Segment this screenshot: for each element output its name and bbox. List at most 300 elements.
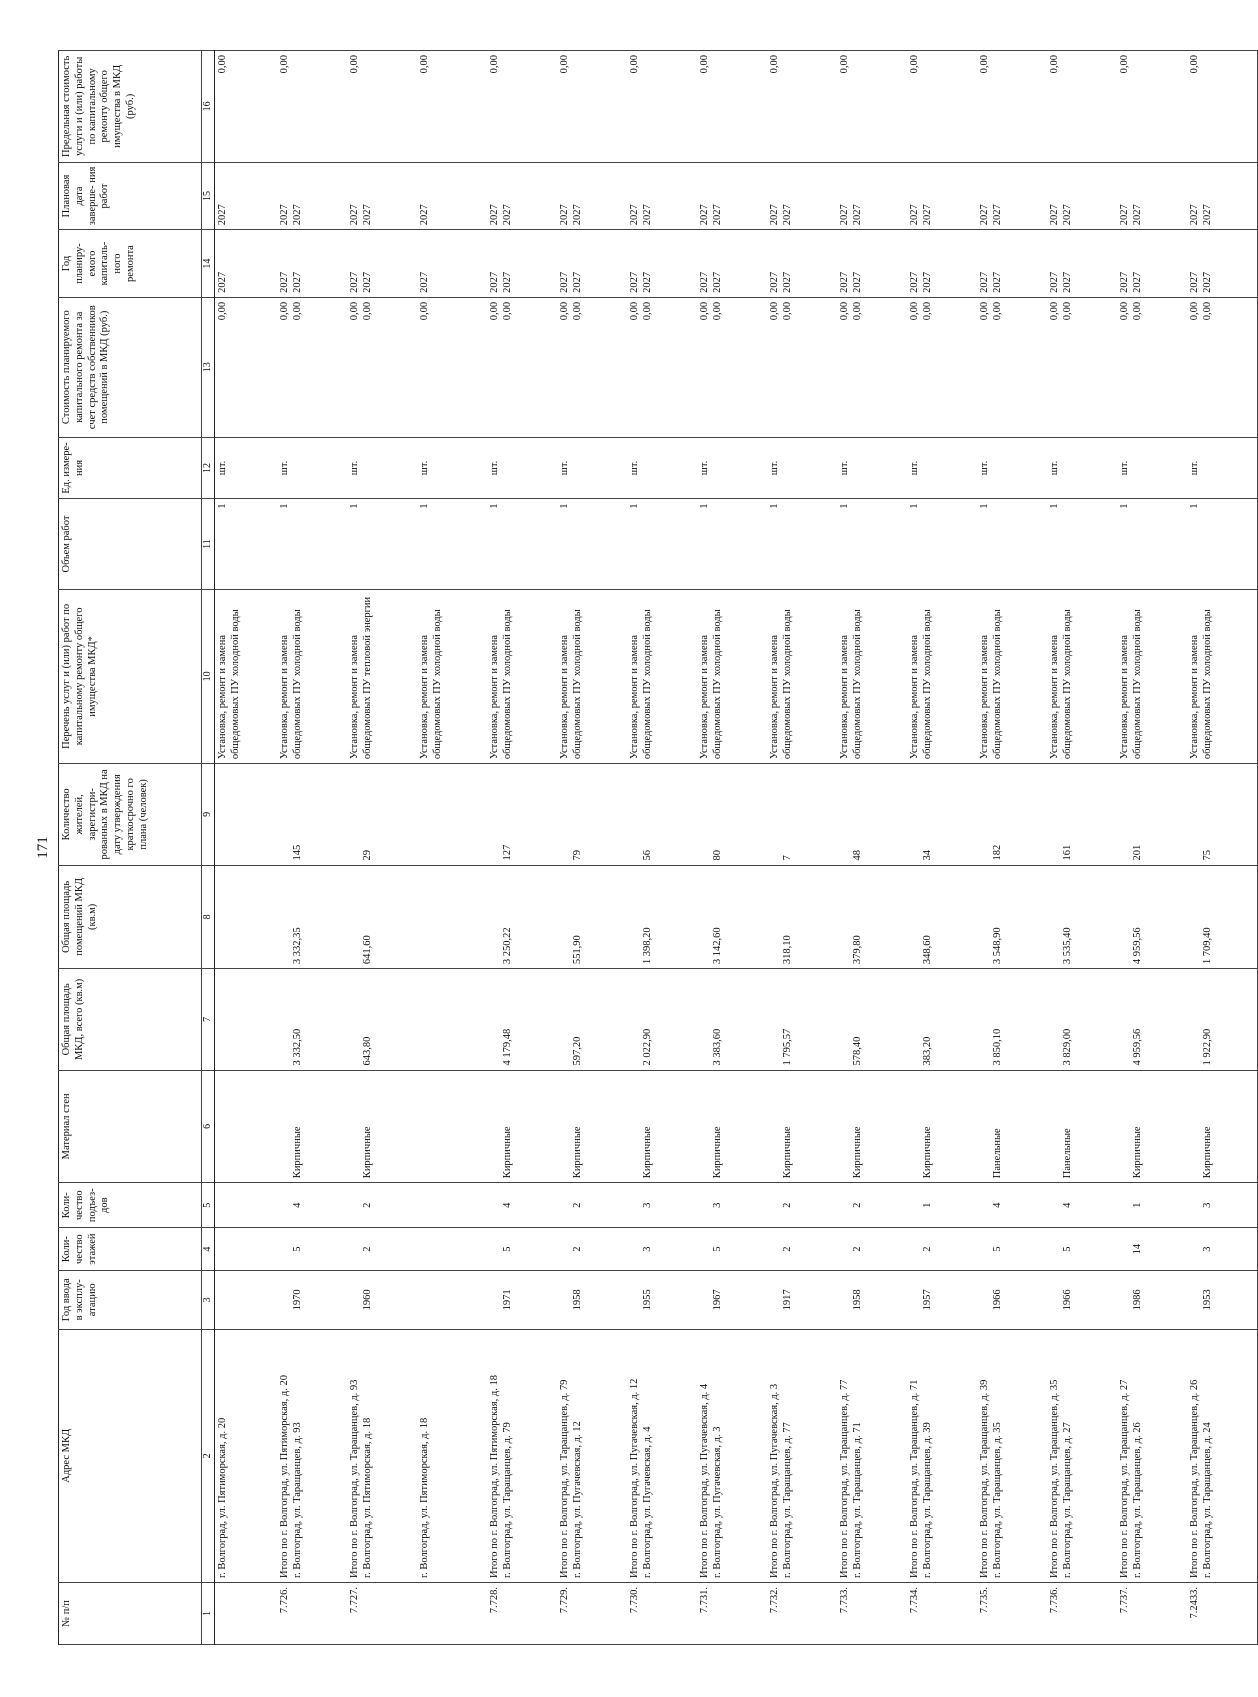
residents-cell-value: 7: [782, 855, 794, 861]
residents-cell: [557, 764, 627, 865]
work-list-cell: [767, 589, 837, 764]
total-area-cell-value: 4 179,48: [502, 1028, 514, 1066]
spacer: [909, 973, 922, 1065]
entrances-cell: [837, 1183, 907, 1228]
premises-area-cell-value: 379,80: [852, 935, 864, 965]
completion-date-cell: [1187, 162, 1258, 230]
address-cell-line: Итого по г. Волгоград, ул. Пугачевская, д. 3: [769, 1383, 781, 1579]
year-built-cell-value: 1970: [292, 1289, 304, 1311]
entrances-cell-value: [419, 1187, 432, 1223]
total-area-cell-value: 3 332,50: [292, 1028, 304, 1066]
spacer: [1119, 768, 1132, 860]
premises-area-cell-value: [217, 870, 230, 965]
year-built-cell: [767, 1271, 837, 1330]
year-built-cell: [837, 1271, 907, 1330]
work-list-cell: [697, 589, 767, 764]
total-area-cell-value: 578,40: [852, 1036, 864, 1066]
completion-date-cell-line: 2027: [292, 204, 304, 226]
year-built-cell-value: 1966: [992, 1289, 1004, 1311]
address-cell-line: Итого по г. Волгоград, ул. Таращанцев, д. 77: [839, 1379, 851, 1579]
completion-date-cell: [627, 162, 697, 230]
address-cell-line: г. Волгоград, ул. Таращанцев, д. 24: [1202, 1422, 1214, 1579]
residents-cell-value: 201: [1132, 844, 1144, 861]
year-built-cell-value: 1917: [782, 1289, 794, 1311]
work-volume-cell-value: 1: [1049, 503, 1061, 509]
residents-cell: [767, 764, 837, 865]
spacer: [279, 1232, 292, 1266]
work-list-cell: [487, 589, 557, 764]
address-cell: [907, 1329, 977, 1582]
premises-area-cell-value: 1 709,40: [1202, 927, 1214, 965]
planned-year-cell-line: 2027: [1132, 271, 1144, 293]
completion-date-cell-line: 2027: [699, 204, 711, 226]
spacer: [349, 1275, 362, 1325]
completion-date-cell: [977, 162, 1047, 230]
unit-cell-value: шт.: [699, 460, 711, 476]
spacer: [279, 973, 292, 1065]
spacer: [489, 1075, 502, 1179]
row-number-value: 7.728.: [489, 1587, 501, 1614]
address-cell-line: г. Волгоград, ул. Таращанцев, д. 93: [292, 1422, 304, 1579]
row-number: [907, 1583, 977, 1645]
spacer: [699, 1075, 712, 1179]
total-area-cell: [697, 969, 767, 1070]
planned-year-cell-line: 2027: [922, 271, 934, 293]
row-number: [347, 1583, 417, 1645]
address-cell-line: Итого по г. Волгоград, ул. Таращанцев, д. 93: [349, 1379, 361, 1579]
planned-year-cell: [215, 230, 278, 298]
work-volume-cell: [627, 499, 697, 589]
work-list-cell-value: Установка, ремонт и замена общедомовых ПУ холодной воды: [769, 609, 793, 760]
spacer: [769, 973, 782, 1065]
year-built-cell: [697, 1271, 767, 1330]
completion-date-cell-line: 2027: [1189, 204, 1201, 226]
cost-limit-cell: [977, 51, 1047, 163]
residents-cell-value: 56: [642, 850, 654, 861]
spacer: [349, 973, 362, 1065]
completion-date-cell-line: 2027: [1119, 204, 1131, 226]
completion-date-cell-line: 2027: [769, 204, 781, 226]
column-header-1: № п/п: [59, 1583, 202, 1645]
completion-date-cell-line: 2027: [979, 204, 991, 226]
total-area-cell-value: 1 922,90: [1202, 1028, 1214, 1066]
premises-area-cell: [1117, 865, 1187, 969]
residents-cell: [417, 764, 487, 865]
spacer: [769, 1075, 782, 1179]
row-number-value: 7.729.: [559, 1587, 571, 1614]
unit-cell-value: шт.: [559, 460, 571, 476]
completion-date-cell-line: 2027: [909, 204, 921, 226]
row-number-value: 7.727.: [349, 1587, 361, 1614]
planned-year-cell: [277, 230, 347, 298]
capital-repair-table: [58, 50, 1258, 1645]
unit-cell: [215, 437, 278, 499]
work-volume-cell: [1047, 499, 1117, 589]
premises-area-cell: [977, 865, 1047, 969]
address-cell-line: г. Волгоград, ул. Таращанцев, д. 27: [1062, 1422, 1074, 1579]
work-volume-cell-value: 1: [489, 503, 501, 509]
owner-cost-cell: [215, 297, 278, 437]
spacer: [699, 973, 712, 1065]
unit-cell: [767, 437, 837, 499]
premises-area-cell: [417, 865, 487, 969]
owner-cost-cell-line: 0,00: [1119, 301, 1131, 321]
total-area-cell-value: 3 383,60: [712, 1028, 724, 1066]
floors-cell-value: 14: [1132, 1243, 1144, 1255]
spacer: [699, 1232, 712, 1266]
row-number: [417, 1583, 487, 1645]
year-built-cell-value: 1953: [1202, 1289, 1214, 1311]
planned-year-cell-line: 2027: [979, 271, 991, 293]
owner-cost-cell-line: 0,00: [559, 301, 571, 321]
owner-cost-cell-line: 0,00: [1132, 301, 1144, 321]
premises-area-cell: [1187, 865, 1258, 969]
completion-date-cell-line: 2027: [712, 204, 724, 226]
year-built-cell: [277, 1271, 347, 1330]
spacer: [699, 1275, 712, 1325]
spacer: [559, 1232, 572, 1266]
row-number-value: [217, 1587, 230, 1640]
planned-year-cell: [977, 230, 1047, 298]
address-cell-line: г. Волгоград, ул. Таращанцев, д. 39: [922, 1422, 934, 1579]
completion-date-cell-line: 2027: [349, 204, 361, 226]
floors-cell: [347, 1228, 417, 1271]
work-list-cell-value: Установка, ремонт и замена общедомовых ПУ холодной воды: [419, 609, 443, 760]
total-area-cell: [557, 969, 627, 1070]
work-list-cell: [1117, 589, 1187, 764]
total-area-cell: [487, 969, 557, 1070]
spacer: [1189, 1187, 1202, 1223]
residents-cell-value: [419, 768, 432, 860]
wall-material-cell-value: Панельные: [992, 1128, 1004, 1179]
cost-limit-cell-value: 0,00: [1189, 55, 1201, 74]
premises-area-cell: [347, 865, 417, 969]
entrances-cell-value: 1: [922, 1202, 934, 1208]
premises-area-cell: [767, 865, 837, 969]
work-volume-cell: [1117, 499, 1187, 589]
completion-date-cell: [1117, 162, 1187, 230]
completion-date-cell: [557, 162, 627, 230]
address-cell-line: Итого по г. Волгоград, ул. Таращанцев, д. 27: [1119, 1379, 1131, 1579]
owner-cost-cell: [277, 297, 347, 437]
entrances-cell-value: 3: [642, 1202, 654, 1208]
residents-cell-value: 48: [852, 850, 864, 861]
premises-area-cell: [215, 865, 278, 969]
owner-cost-cell-line: 0,00: [362, 301, 374, 321]
cost-limit-cell: [1047, 51, 1117, 163]
premises-area-cell-value: 551,90: [572, 935, 584, 965]
table-row: [627, 51, 697, 1645]
spacer: [979, 870, 992, 965]
spacer: [909, 870, 922, 965]
owner-cost-cell-line: 0,00: [922, 301, 934, 321]
table-row: [215, 51, 278, 1645]
premises-area-cell-value: 3 332,35: [292, 927, 304, 965]
completion-date-cell-line: 2027: [1049, 204, 1061, 226]
spacer: [1049, 1075, 1062, 1179]
year-built-cell-value: 1967: [712, 1289, 724, 1311]
floors-cell-value: 5: [292, 1246, 304, 1252]
work-list-cell-value: Установка, ремонт и замена общедомовых ПУ холодной воды: [279, 609, 303, 760]
wall-material-cell-value: Кирпичные: [1202, 1126, 1214, 1179]
floors-cell: [1187, 1228, 1258, 1271]
spacer: [769, 1187, 782, 1223]
spacer: [489, 870, 502, 965]
wall-material-cell: [1047, 1070, 1117, 1183]
residents-cell: [627, 764, 697, 865]
floors-cell: [417, 1228, 487, 1271]
owner-cost-cell: [907, 297, 977, 437]
owner-cost-cell-line: 0,00: [1202, 301, 1214, 321]
floors-cell-value: 2: [922, 1246, 934, 1252]
row-number: [1047, 1583, 1117, 1645]
premises-area-cell-value: 1 398,20: [642, 927, 654, 965]
work-volume-cell: [557, 499, 627, 589]
residents-cell-value: 80: [712, 850, 724, 861]
floors-cell-value: [217, 1232, 230, 1266]
address-cell: [277, 1329, 347, 1582]
table-row: [1117, 51, 1187, 1645]
year-built-cell: [215, 1271, 278, 1330]
column-header-14: Год планиру- емого капиталь- ного ремонта: [59, 230, 202, 298]
row-number: [215, 1583, 278, 1645]
unit-cell: [347, 437, 417, 499]
spacer: [279, 1187, 292, 1223]
wall-material-cell-value: Кирпичные: [502, 1126, 514, 1179]
spacer: [559, 1275, 572, 1325]
spacer: [629, 1075, 642, 1179]
wall-material-cell: [977, 1070, 1047, 1183]
work-list-cell-value: Установка, ремонт и замена общедомовых ПУ холодной воды: [909, 609, 933, 760]
year-built-cell: [627, 1271, 697, 1330]
spacer: [909, 1075, 922, 1179]
planned-year-cell-line: 2027: [1049, 271, 1061, 293]
completion-date-cell-line: 2027: [489, 204, 501, 226]
entrances-cell: [977, 1183, 1047, 1228]
work-list-cell-value: Установка, ремонт и замена общедомовых ПУ холодной воды: [217, 609, 241, 760]
owner-cost-cell-line: 0,00: [992, 301, 1004, 321]
premises-area-cell-value: 641,60: [362, 935, 374, 965]
completion-date-cell-line: 2027: [419, 204, 431, 226]
page-number: 171: [35, 836, 51, 859]
unit-cell: [907, 437, 977, 499]
unit-cell-value: шт.: [629, 460, 641, 476]
work-list-cell: [557, 589, 627, 764]
spacer: [1119, 1275, 1132, 1325]
residents-cell: [1117, 764, 1187, 865]
table-body: [215, 51, 1258, 1645]
work-volume-cell: [977, 499, 1047, 589]
row-number-value: 7.2433.: [1189, 1587, 1201, 1619]
entrances-cell-value: 1: [1132, 1202, 1144, 1208]
column-number-row: [202, 51, 215, 1645]
total-area-cell: [837, 969, 907, 1070]
planned-year-cell-line: 2027: [559, 271, 571, 293]
wall-material-cell: [417, 1070, 487, 1183]
planned-year-cell-line: 2027: [349, 271, 361, 293]
total-area-cell-value: [217, 973, 230, 1065]
residents-cell-value: 182: [992, 844, 1004, 861]
cost-limit-cell-value: 0,00: [909, 55, 921, 74]
work-volume-cell: [277, 499, 347, 589]
spacer: [979, 768, 992, 860]
work-volume-cell: [1187, 499, 1258, 589]
work-list-cell-value: Установка, ремонт и замена общедомовых ПУ холодной воды: [699, 609, 723, 760]
entrances-cell-value: 4: [1062, 1202, 1074, 1208]
wall-material-cell-value: Кирпичные: [782, 1126, 794, 1179]
entrances-cell: [557, 1183, 627, 1228]
address-cell: [557, 1329, 627, 1582]
residents-cell-value: 145: [292, 844, 304, 861]
wall-material-cell: [837, 1070, 907, 1183]
planned-year-cell: [767, 230, 837, 298]
work-list-cell-value: Установка, ремонт и замена общедомовых ПУ холодной воды: [1049, 609, 1073, 760]
address-cell-line: Итого по г. Волгоград, ул. Пугачевская, д. 12: [629, 1378, 641, 1579]
address-cell-line: г. Волгоград, ул. Пятиморская, д. 20: [217, 1417, 229, 1579]
column-number-9: 9: [202, 764, 215, 865]
unit-cell-value: шт.: [1049, 460, 1061, 476]
column-header-12: Ед. измере- ния: [59, 437, 202, 499]
completion-date-cell: [767, 162, 837, 230]
spacer: [699, 870, 712, 965]
owner-cost-cell-line: 0,00: [909, 301, 921, 321]
total-area-cell: [215, 969, 278, 1070]
completion-date-cell-line: 2027: [839, 204, 851, 226]
column-number-13: 13: [202, 297, 215, 437]
unit-cell: [837, 437, 907, 499]
owner-cost-cell-line: 0,00: [572, 301, 584, 321]
spacer: [489, 973, 502, 1065]
cost-limit-cell: [1187, 51, 1258, 163]
address-cell: [977, 1329, 1047, 1582]
table-row: [487, 51, 557, 1645]
address-cell-line: г. Волгоград, ул. Пятиморская, д. 18: [362, 1417, 374, 1579]
cost-limit-cell-value: 0,00: [979, 55, 991, 74]
spacer: [839, 870, 852, 965]
total-area-cell: [627, 969, 697, 1070]
address-cell-line: г. Волгоград, ул. Таращанцев, д. 35: [992, 1422, 1004, 1579]
planned-year-cell-line: 2027: [699, 271, 711, 293]
residents-cell-value: [217, 768, 230, 860]
planned-year-cell-line: 2027: [782, 271, 794, 293]
wall-material-cell: [907, 1070, 977, 1183]
total-area-cell: [1117, 969, 1187, 1070]
cost-limit-cell: [1117, 51, 1187, 163]
work-volume-cell-value: 1: [279, 503, 291, 509]
unit-cell-value: шт.: [349, 460, 361, 476]
address-cell: [1187, 1329, 1258, 1582]
cost-limit-cell: [215, 51, 278, 163]
owner-cost-cell-line: 0,00: [1189, 301, 1201, 321]
cost-limit-cell-value: 0,00: [1049, 55, 1061, 74]
address-cell-line: Итого по г. Волгоград, ул. Таращанцев, д. 39: [979, 1379, 991, 1579]
column-number-4: 4: [202, 1228, 215, 1271]
year-built-cell-value: 1957: [922, 1289, 934, 1311]
row-number-value: 7.732.: [769, 1587, 781, 1614]
floors-cell: [627, 1228, 697, 1271]
year-built-cell-value: 1958: [572, 1289, 584, 1311]
address-cell-line: Итого по г. Волгоград, ул. Таращанцев, д. 35: [1049, 1379, 1061, 1579]
unit-cell: [417, 437, 487, 499]
work-volume-cell-value: 1: [349, 503, 361, 509]
cost-limit-cell-value: 0,00: [489, 55, 501, 74]
spacer: [839, 1232, 852, 1266]
work-volume-cell: [215, 499, 278, 589]
unit-cell: [557, 437, 627, 499]
cost-limit-cell: [837, 51, 907, 163]
year-built-cell-value: 1986: [1132, 1289, 1144, 1311]
spacer: [769, 870, 782, 965]
total-area-cell-value: 4 959,56: [1132, 1028, 1144, 1066]
unit-cell: [627, 437, 697, 499]
address-cell: [767, 1329, 837, 1582]
row-number-value: 7.733.: [839, 1587, 851, 1614]
floors-cell: [1047, 1228, 1117, 1271]
unit-cell-value: шт.: [1119, 460, 1131, 476]
unit-cell-value: шт.: [217, 460, 229, 476]
spacer: [559, 870, 572, 965]
address-cell: [627, 1329, 697, 1582]
work-list-cell-value: Установка, ремонт и замена общедомовых ПУ холодной воды: [559, 609, 583, 760]
work-volume-cell-value: 1: [559, 503, 571, 509]
premises-area-cell-value: 3 142,60: [712, 927, 724, 965]
owner-cost-cell-line: 0,00: [852, 301, 864, 321]
completion-date-cell-line: 2027: [279, 204, 291, 226]
completion-date-cell: [697, 162, 767, 230]
address-cell-line: Итого по г. Волгоград, ул. Таращанцев, д. 26: [1189, 1379, 1201, 1579]
entrances-cell-value: 4: [992, 1202, 1004, 1208]
address-cell-line: г. Волгоград, ул. Таращанцев, д. 79: [502, 1422, 514, 1579]
floors-cell-value: 3: [1202, 1246, 1214, 1252]
planned-year-cell-line: 2027: [839, 271, 851, 293]
planned-year-cell: [417, 230, 487, 298]
owner-cost-cell-line: 0,00: [349, 301, 361, 321]
spacer: [629, 870, 642, 965]
table-row: [837, 51, 907, 1645]
spacer: [1189, 870, 1202, 965]
rotated-document-page: [30, 50, 1214, 1645]
column-number-15: 15: [202, 162, 215, 230]
cost-limit-cell-value: 0,00: [279, 55, 291, 74]
work-volume-cell: [907, 499, 977, 589]
wall-material-cell-value: Кирпичные: [922, 1126, 934, 1179]
completion-date-cell: [277, 162, 347, 230]
cost-limit-cell: [627, 51, 697, 163]
entrances-cell-value: 3: [712, 1202, 724, 1208]
floors-cell-value: 2: [362, 1246, 374, 1252]
work-list-cell: [627, 589, 697, 764]
unit-cell-value: шт.: [769, 460, 781, 476]
column-header-2: Адрес МКД: [59, 1329, 202, 1582]
address-cell-line: Итого по г. Волгоград, ул. Пятиморская, д. 18: [489, 1375, 501, 1579]
entrances-cell: [1117, 1183, 1187, 1228]
spacer: [979, 1232, 992, 1266]
work-list-cell: [347, 589, 417, 764]
completion-date-cell: [907, 162, 977, 230]
address-cell-line: г. Волгоград, ул. Таращанцев, д. 71: [852, 1422, 864, 1579]
completion-date-cell-line: 2027: [1132, 204, 1144, 226]
work-volume-cell: [417, 499, 487, 589]
row-number-value: 7.730.: [629, 1587, 641, 1614]
address-cell: [215, 1329, 278, 1582]
work-list-cell: [215, 589, 278, 764]
column-number-16: 16: [202, 51, 215, 163]
total-area-cell-value: 3 829,00: [1062, 1028, 1074, 1066]
owner-cost-cell: [1117, 297, 1187, 437]
completion-date-cell-line: 2027: [852, 204, 864, 226]
owner-cost-cell: [417, 297, 487, 437]
entrances-cell-value: 2: [362, 1202, 374, 1208]
